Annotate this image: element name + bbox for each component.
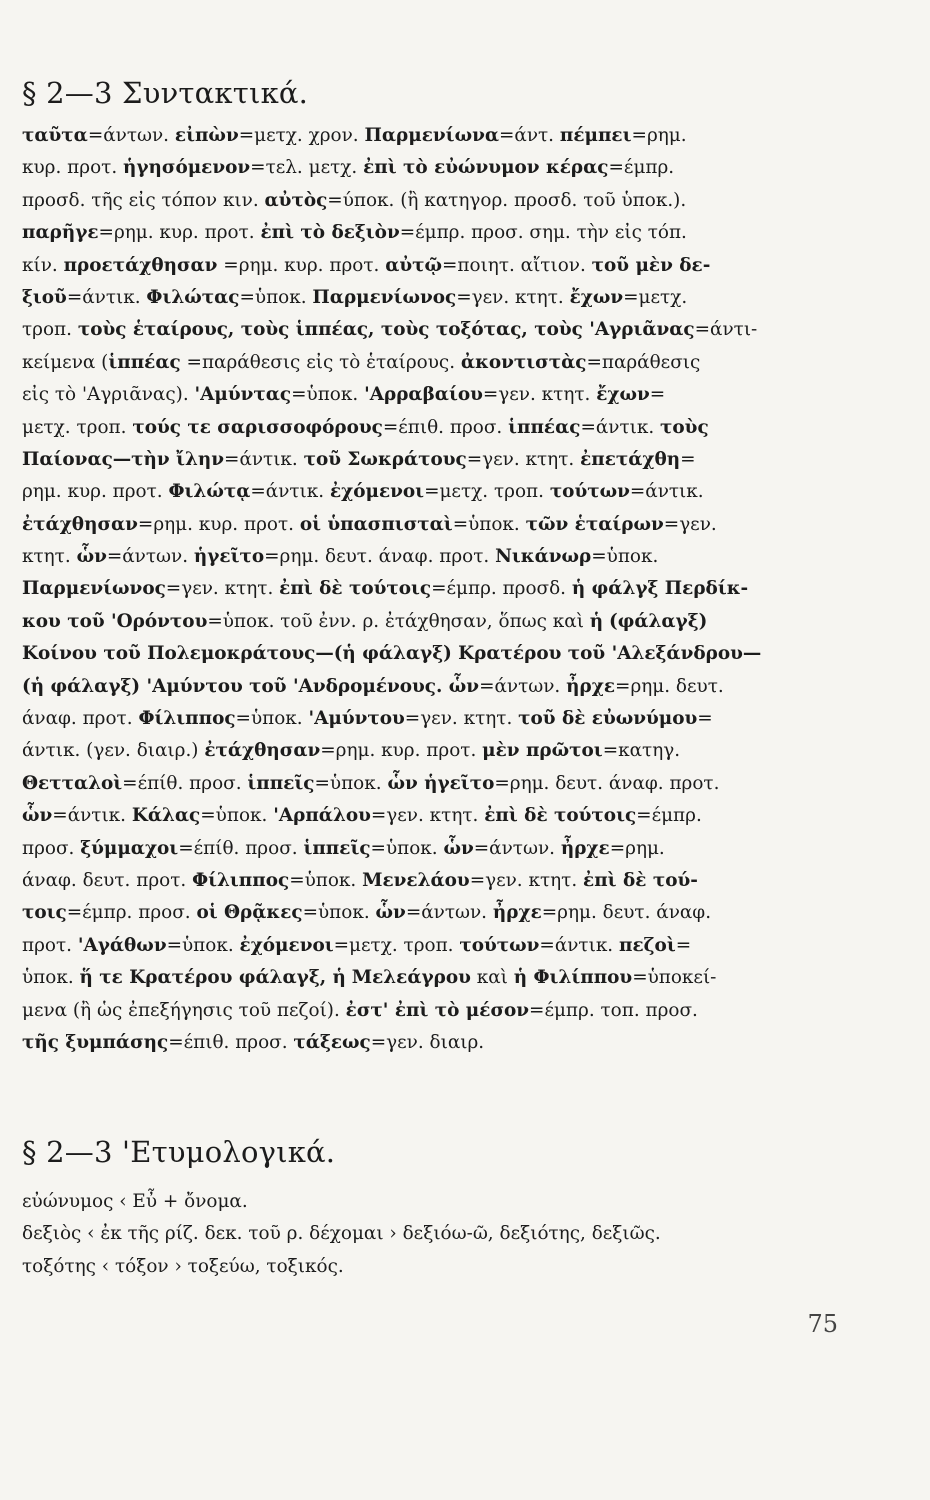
grammar-note: =ὑποκ.: [452, 513, 526, 535]
grammar-note: =έπίθ. προσ.: [122, 772, 248, 794]
bold-term: ἀκοντιστὰς: [460, 351, 587, 373]
bold-term: 'Αρραβαίου: [364, 384, 483, 406]
grammar-note: =μετχ. τροπ.: [333, 934, 460, 956]
bold-term: ἡγεῖτο: [193, 546, 265, 568]
bold-term: ἔχων: [596, 384, 650, 406]
grammar-note: =ὑποκ.: [166, 934, 240, 956]
grammar-note: =γεν. διαιρ.: [370, 1031, 485, 1053]
etymology-text-block: [22, 1186, 902, 1283]
bold-term: Φίλιππος: [138, 708, 236, 730]
grammar-note: =ρημ.: [609, 837, 665, 859]
grammar-note: =μετχ. τροπ.: [424, 481, 550, 503]
bold-term: μὲν πρῶτοι: [482, 740, 603, 762]
text-line: [22, 217, 902, 249]
grammar-note: =άντικ.: [66, 286, 147, 308]
text-line: [22, 735, 902, 767]
grammar-note: ρημ. κυρ. προτ.: [22, 481, 169, 503]
bold-term: ἐπὶ τὸ εὐώνυμον κέρας: [363, 157, 609, 179]
grammar-note: καὶ: [470, 967, 514, 989]
bold-term: ἐχόμενοι: [239, 934, 334, 956]
text-line: [22, 347, 902, 379]
bold-term: ἦρχε: [492, 902, 542, 924]
text-line: [22, 120, 902, 152]
grammar-note: =γεν.: [663, 513, 717, 535]
bold-term: ἐπὶ δὲ τούτοις: [484, 805, 637, 827]
bold-term: ἱππεῖς: [303, 837, 371, 859]
section-title-syntax: § 2—3 Συντακτικά.: [22, 76, 309, 110]
bold-term: ἦρχε: [566, 675, 616, 697]
grammar-note: =ὑποκ.: [591, 546, 659, 568]
grammar-note: =έμπρ. προσδ.: [431, 578, 572, 600]
bold-term: τῆς ξυμπάσης: [22, 1031, 169, 1053]
grammar-note: =άντικ.: [580, 416, 661, 438]
grammar-note: =ρημ. κυρ. προτ.: [98, 222, 261, 244]
grammar-note: κυρ. προτ.: [22, 157, 124, 179]
bold-term: ἐπὶ δὲ τού-: [583, 869, 698, 891]
grammar-note: =ρημ. κυρ. προτ.: [217, 254, 386, 276]
bold-term: Φιλώτᾳ: [168, 481, 251, 503]
bold-term: Παρμενίωνος: [312, 286, 457, 308]
text-line: [22, 444, 902, 476]
grammar-note: ὑποκ.: [22, 967, 80, 989]
grammar-note: =ὑποκ.: [370, 837, 444, 859]
grammar-note: =άντικ.: [224, 448, 304, 470]
bold-term: Κάλας: [131, 805, 201, 827]
grammar-note: =έμπρ. τοπ. προσ.: [529, 999, 698, 1021]
grammar-note: =: [675, 934, 692, 956]
grammar-note: =ρημ. κυρ. προτ.: [320, 740, 483, 762]
grammar-note: =έπιθ. προσ.: [168, 1031, 294, 1053]
etymology-line: δεξιὸς ‹ ἐκ τῆς ρίζ. δεκ. τοῦ ρ. δέχομαι › δεξιόω-ῶ, δεξιότης, δεξιῶς.: [22, 1223, 661, 1245]
grammar-note: =: [649, 384, 666, 406]
grammar-note: =ποιητ. αἴτιον.: [442, 254, 592, 276]
grammar-note: =ρημ. δευτ. άναφ. προτ.: [264, 546, 496, 568]
text-line: [22, 541, 902, 573]
text-line: [22, 282, 902, 314]
bold-term: ὧν ἡγεῖτο: [387, 772, 495, 794]
text-line: [22, 800, 902, 832]
bold-term: ἱππεῖς: [247, 772, 315, 794]
text-line: [22, 412, 902, 444]
bold-term: αὐτὸς: [264, 189, 328, 211]
grammar-note: =άντικ.: [539, 934, 620, 956]
bold-term: εἰπὼν: [174, 125, 239, 146]
bold-term: Νικάνωρ: [495, 546, 592, 568]
bold-term: τοῦ μὲν δε-: [591, 254, 711, 276]
grammar-note: κείμενα (: [22, 351, 109, 373]
bold-term: ἐπὶ δὲ τούτοις: [279, 578, 432, 600]
bold-term: Παρμενίωνα: [364, 125, 499, 146]
grammar-note: =άντων.: [479, 675, 567, 697]
bold-term: αὐτῷ: [385, 254, 443, 276]
grammar-note: =ρημ.: [631, 125, 687, 146]
grammar-note: =άντων.: [106, 546, 194, 568]
bold-term: ξύμμαχοι: [80, 837, 179, 859]
grammar-note: =άντων.: [405, 902, 493, 924]
grammar-note: =γεν. κτητ.: [404, 708, 519, 730]
text-line: [22, 573, 902, 605]
bold-term: Φιλώτας: [146, 286, 240, 308]
bold-term: ξιοῦ: [22, 286, 67, 308]
text-line: [22, 152, 902, 184]
text-line: [22, 606, 902, 638]
grammar-note: =κατηγ.: [602, 740, 681, 762]
text-line: [22, 671, 902, 703]
grammar-note: =γεν. κτητ.: [456, 286, 570, 308]
syntax-text-block: [22, 120, 902, 1059]
grammar-note: τροπ.: [22, 319, 78, 341]
bold-term: 'Αρπάλου: [273, 805, 371, 827]
bold-term: ἐπετάχθη: [580, 448, 681, 470]
bold-term: 'Αμύντας: [194, 384, 292, 406]
bold-term: τῶν ἑταίρων: [525, 513, 664, 535]
bold-term: πέμπει: [559, 125, 632, 146]
bold-term: (φάλαγξ): [609, 610, 708, 632]
bold-term: ὧν: [375, 902, 406, 924]
bold-term: ἡγησόμενον: [123, 157, 251, 179]
bold-term: ἦρχε: [560, 837, 610, 859]
text-line: [22, 185, 902, 217]
grammar-note: =άντικ.: [250, 481, 330, 503]
text-line: [22, 962, 902, 994]
bold-term: ἡ Φιλίππου: [513, 967, 633, 989]
text-line: [22, 509, 902, 541]
grammar-note: =ὑποκ.: [235, 708, 309, 730]
text-line: [22, 865, 902, 897]
grammar-note: =ρημ. δευτ.: [615, 675, 724, 697]
grammar-note: =ὑποκ.: [314, 772, 388, 794]
text-line: [22, 314, 902, 346]
bold-term: ἐστ' ἐπὶ τὸ μέσον: [345, 999, 530, 1021]
grammar-note: =ὑποκ. τοῦ ἐνν. ρ. ἐτάχθησαν, ὅπως καὶ: [207, 610, 590, 632]
grammar-note: =έμπρ. προσ. σημ. τὴν εἰς τόπ.: [399, 222, 687, 244]
grammar-note: =ρημ. δευτ. άναφ.: [541, 902, 712, 924]
bold-term: τοὺς ἑταίρους, τοὺς ἱππέας, τοὺς τοξότας, τοὺς 'Αγριᾶνας: [77, 319, 695, 341]
grammar-note: κτητ.: [22, 546, 77, 568]
bold-term: Παρμενίωνος: [22, 578, 166, 600]
text-line: [22, 703, 902, 735]
grammar-note: =άντικ.: [629, 481, 704, 503]
grammar-note: =παράθεσις: [586, 351, 701, 373]
grammar-note: =άντων.: [473, 837, 561, 859]
text-line: [22, 833, 902, 865]
grammar-note: =γεν. κτητ.: [165, 578, 280, 600]
bold-term: τούτων: [549, 481, 630, 503]
grammar-note: =ὑποκ.: [200, 805, 274, 827]
grammar-note: μετχ. τροπ.: [22, 416, 133, 438]
bold-term: τοῦ δὲ εὐωνύμου: [518, 708, 698, 730]
text-line: [22, 995, 902, 1027]
text-line: [22, 250, 902, 282]
grammar-note: =άντ.: [499, 125, 560, 146]
bold-term: Μενελάου: [362, 869, 470, 891]
grammar-note: κίν.: [22, 254, 64, 276]
bold-term: ἐτάχθησαν: [22, 513, 138, 535]
grammar-note: =μετχ.: [623, 286, 688, 308]
grammar-note: =: [697, 708, 713, 730]
text-line: [22, 930, 902, 962]
bold-term: ἡ φάλγξ Περδίκ-: [571, 578, 749, 600]
grammar-note: =γεν. κτητ.: [370, 805, 485, 827]
grammar-note: προσδ. τῆς εἰς τόπον κιν.: [22, 189, 265, 211]
bold-term: ἐπὶ τὸ δεξιὸν: [260, 222, 400, 244]
bold-term: ἔχων: [569, 286, 624, 308]
bold-term: ὧν: [76, 546, 107, 568]
grammar-note: =ρημ. κυρ. προτ.: [137, 513, 300, 535]
text-line: [22, 638, 902, 670]
bold-term: ὧν: [443, 837, 474, 859]
section-title-etymology: § 2—3 'Ετυμολογικά.: [22, 1135, 336, 1169]
grammar-note: =άντων.: [87, 125, 175, 146]
bold-term: προετάχθησαν: [63, 254, 218, 276]
grammar-note: =γεν. κτητ.: [482, 384, 597, 406]
grammar-note: =ρημ. δευτ. άναφ. προτ.: [494, 772, 720, 794]
grammar-note: =ὑποκ.: [302, 902, 376, 924]
bold-term: τοὺς: [660, 416, 709, 438]
bold-term: ἡ: [589, 610, 604, 632]
grammar-note: άντικ. (γεν. διαιρ.): [22, 740, 205, 762]
text-line: [22, 476, 902, 508]
etymology-line: εὐώνυμος ‹ Εὖ + ὄνομα.: [22, 1191, 248, 1212]
grammar-note: προτ.: [22, 934, 78, 956]
bold-term: Φίλιππος: [192, 869, 290, 891]
bold-term: κου τοῦ 'Ορόντου: [22, 610, 208, 632]
bold-term: ἱππέας: [108, 351, 181, 373]
etymology-line: τοξότης ‹ τόξον › τοξεύω, τοξικός.: [22, 1255, 344, 1277]
grammar-note: =γεν. κτητ.: [466, 448, 581, 470]
bold-term: πεζοὶ: [619, 934, 676, 956]
grammar-note: =έπιθ. προσ.: [382, 416, 509, 438]
grammar-note: =ύποκ. (ἢ κατηγορ. προσδ. τοῦ ὑποκ.).: [327, 189, 687, 211]
grammar-note: =γεν. κτητ.: [469, 869, 584, 891]
grammar-note: =τελ. μετχ.: [250, 157, 364, 179]
grammar-note: εἰς τὸ 'Αγριᾶνας).: [22, 384, 195, 406]
grammar-note: =έμπρ.: [636, 805, 702, 827]
grammar-note: =έπίθ. προσ.: [178, 837, 304, 859]
bold-term: Κοίνου τοῦ Πολεμοκράτους—(ἡ φάλαγξ) Κρατέρου τοῦ 'Αλεξάνδρου—: [22, 643, 762, 665]
text-line: [22, 1027, 902, 1059]
bold-term: Παίονας—τὴν ἴλην: [22, 448, 225, 470]
grammar-note: προσ.: [22, 837, 81, 859]
grammar-note: =μετχ. χρον.: [238, 125, 365, 146]
bold-term: ἐχόμενοι: [329, 481, 425, 503]
grammar-note: άναφ. δευτ. προτ.: [22, 869, 193, 891]
grammar-note: =παράθεσις εἰς τὸ ἑταίρους.: [180, 351, 461, 373]
bold-term: ὧν: [22, 805, 53, 827]
bold-term: 'Αγάθων: [77, 934, 167, 956]
bold-term: τάξεως: [293, 1031, 371, 1053]
text-line: [22, 897, 902, 929]
bold-term: Θετταλοὶ: [22, 772, 123, 794]
grammar-note: άναφ. προτ.: [22, 708, 139, 730]
grammar-note: =ὑποκεί-: [632, 967, 717, 989]
bold-term: τοις: [22, 902, 67, 924]
page-number: 75: [807, 1310, 838, 1338]
bold-term: Μελεάγρου: [351, 967, 471, 989]
bold-term: τούς τε σαρισσοφόρους: [132, 416, 383, 438]
text-line: [22, 768, 902, 800]
bold-term: ἐτάχθησαν: [204, 740, 321, 762]
bold-term: οἱ ὑπασπισταὶ: [299, 513, 453, 535]
text-line: [22, 379, 902, 411]
grammar-note: =έμπρ. προσ.: [66, 902, 197, 924]
grammar-note: =ὑποκ.: [291, 384, 365, 406]
bold-term: παρῆγε: [22, 222, 99, 244]
grammar-note: =έμπρ.: [608, 157, 675, 179]
bold-term: ἱππέας: [508, 416, 581, 438]
bold-term: (ἡ φάλαγξ) 'Αμύντου τοῦ 'Ανδρομένους. ὧν: [22, 675, 480, 697]
grammar-note: =: [680, 448, 696, 470]
grammar-note: =ὑποκ.: [239, 286, 313, 308]
bold-term: ταῦτα: [22, 125, 88, 146]
bold-term: τοῦ Σωκράτους: [303, 448, 467, 470]
bold-term: οἱ Θρᾷκες: [196, 902, 303, 924]
grammar-note: =ὑποκ.: [289, 869, 363, 891]
bold-term: τούτων: [459, 934, 540, 956]
grammar-note: μενα (ἢ ὡς ἐπεξήγησις τοῦ πεζοί).: [22, 999, 346, 1021]
grammar-note: =άντι-: [694, 319, 758, 341]
bold-term: ἥ τε Κρατέρου φάλαγξ, ἡ: [79, 967, 346, 989]
bold-term: 'Αμύντου: [308, 708, 405, 730]
grammar-note: =άντικ.: [52, 805, 132, 827]
